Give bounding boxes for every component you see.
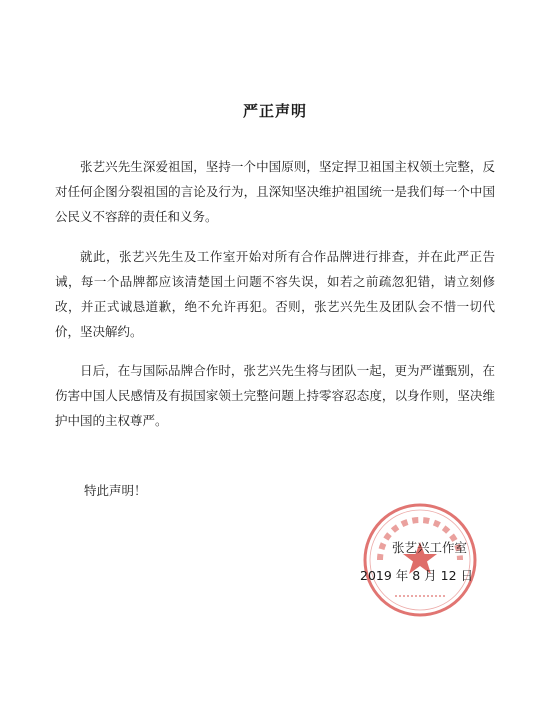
official-seal-stamp <box>360 500 480 620</box>
signature-date: 2019 年 8 月 12 日 <box>360 568 474 583</box>
closing-text: 特此声明！ <box>84 483 147 498</box>
document-title: 严正声明 <box>242 102 307 120</box>
paragraph-1: 张艺兴先生深爱祖国，坚持一个中国原则，坚定捍卫祖国主权领土完整，反对任何企图分裂祖国的言论及行为，且深知坚决维护祖国统一是我们每一个中国公民义不容辞的责任和义务。 <box>55 159 495 224</box>
paragraph-2: 就此，张艺兴先生及工作室开始对所有合作品牌进行排查，并在此严正告诫，每一个品牌都应该清楚国土问题不容失误，如若之前疏忽犯错，请立刻修改，并正式诚恳道歉，绝不允许再犯。否则，张艺兴先生及团队会不惜一切代价，坚决解约。 <box>55 249 495 339</box>
signature-name: 张艺兴工作室 <box>392 540 468 555</box>
paragraph-3: 日后，在与国际品牌合作时，张艺兴先生将与团队一起，更为严谨甄别，在伤害中国人民感情及有损国家领土完整问题上持零容忍态度，以身作则，坚决维护中国的主权尊严。 <box>55 363 495 428</box>
